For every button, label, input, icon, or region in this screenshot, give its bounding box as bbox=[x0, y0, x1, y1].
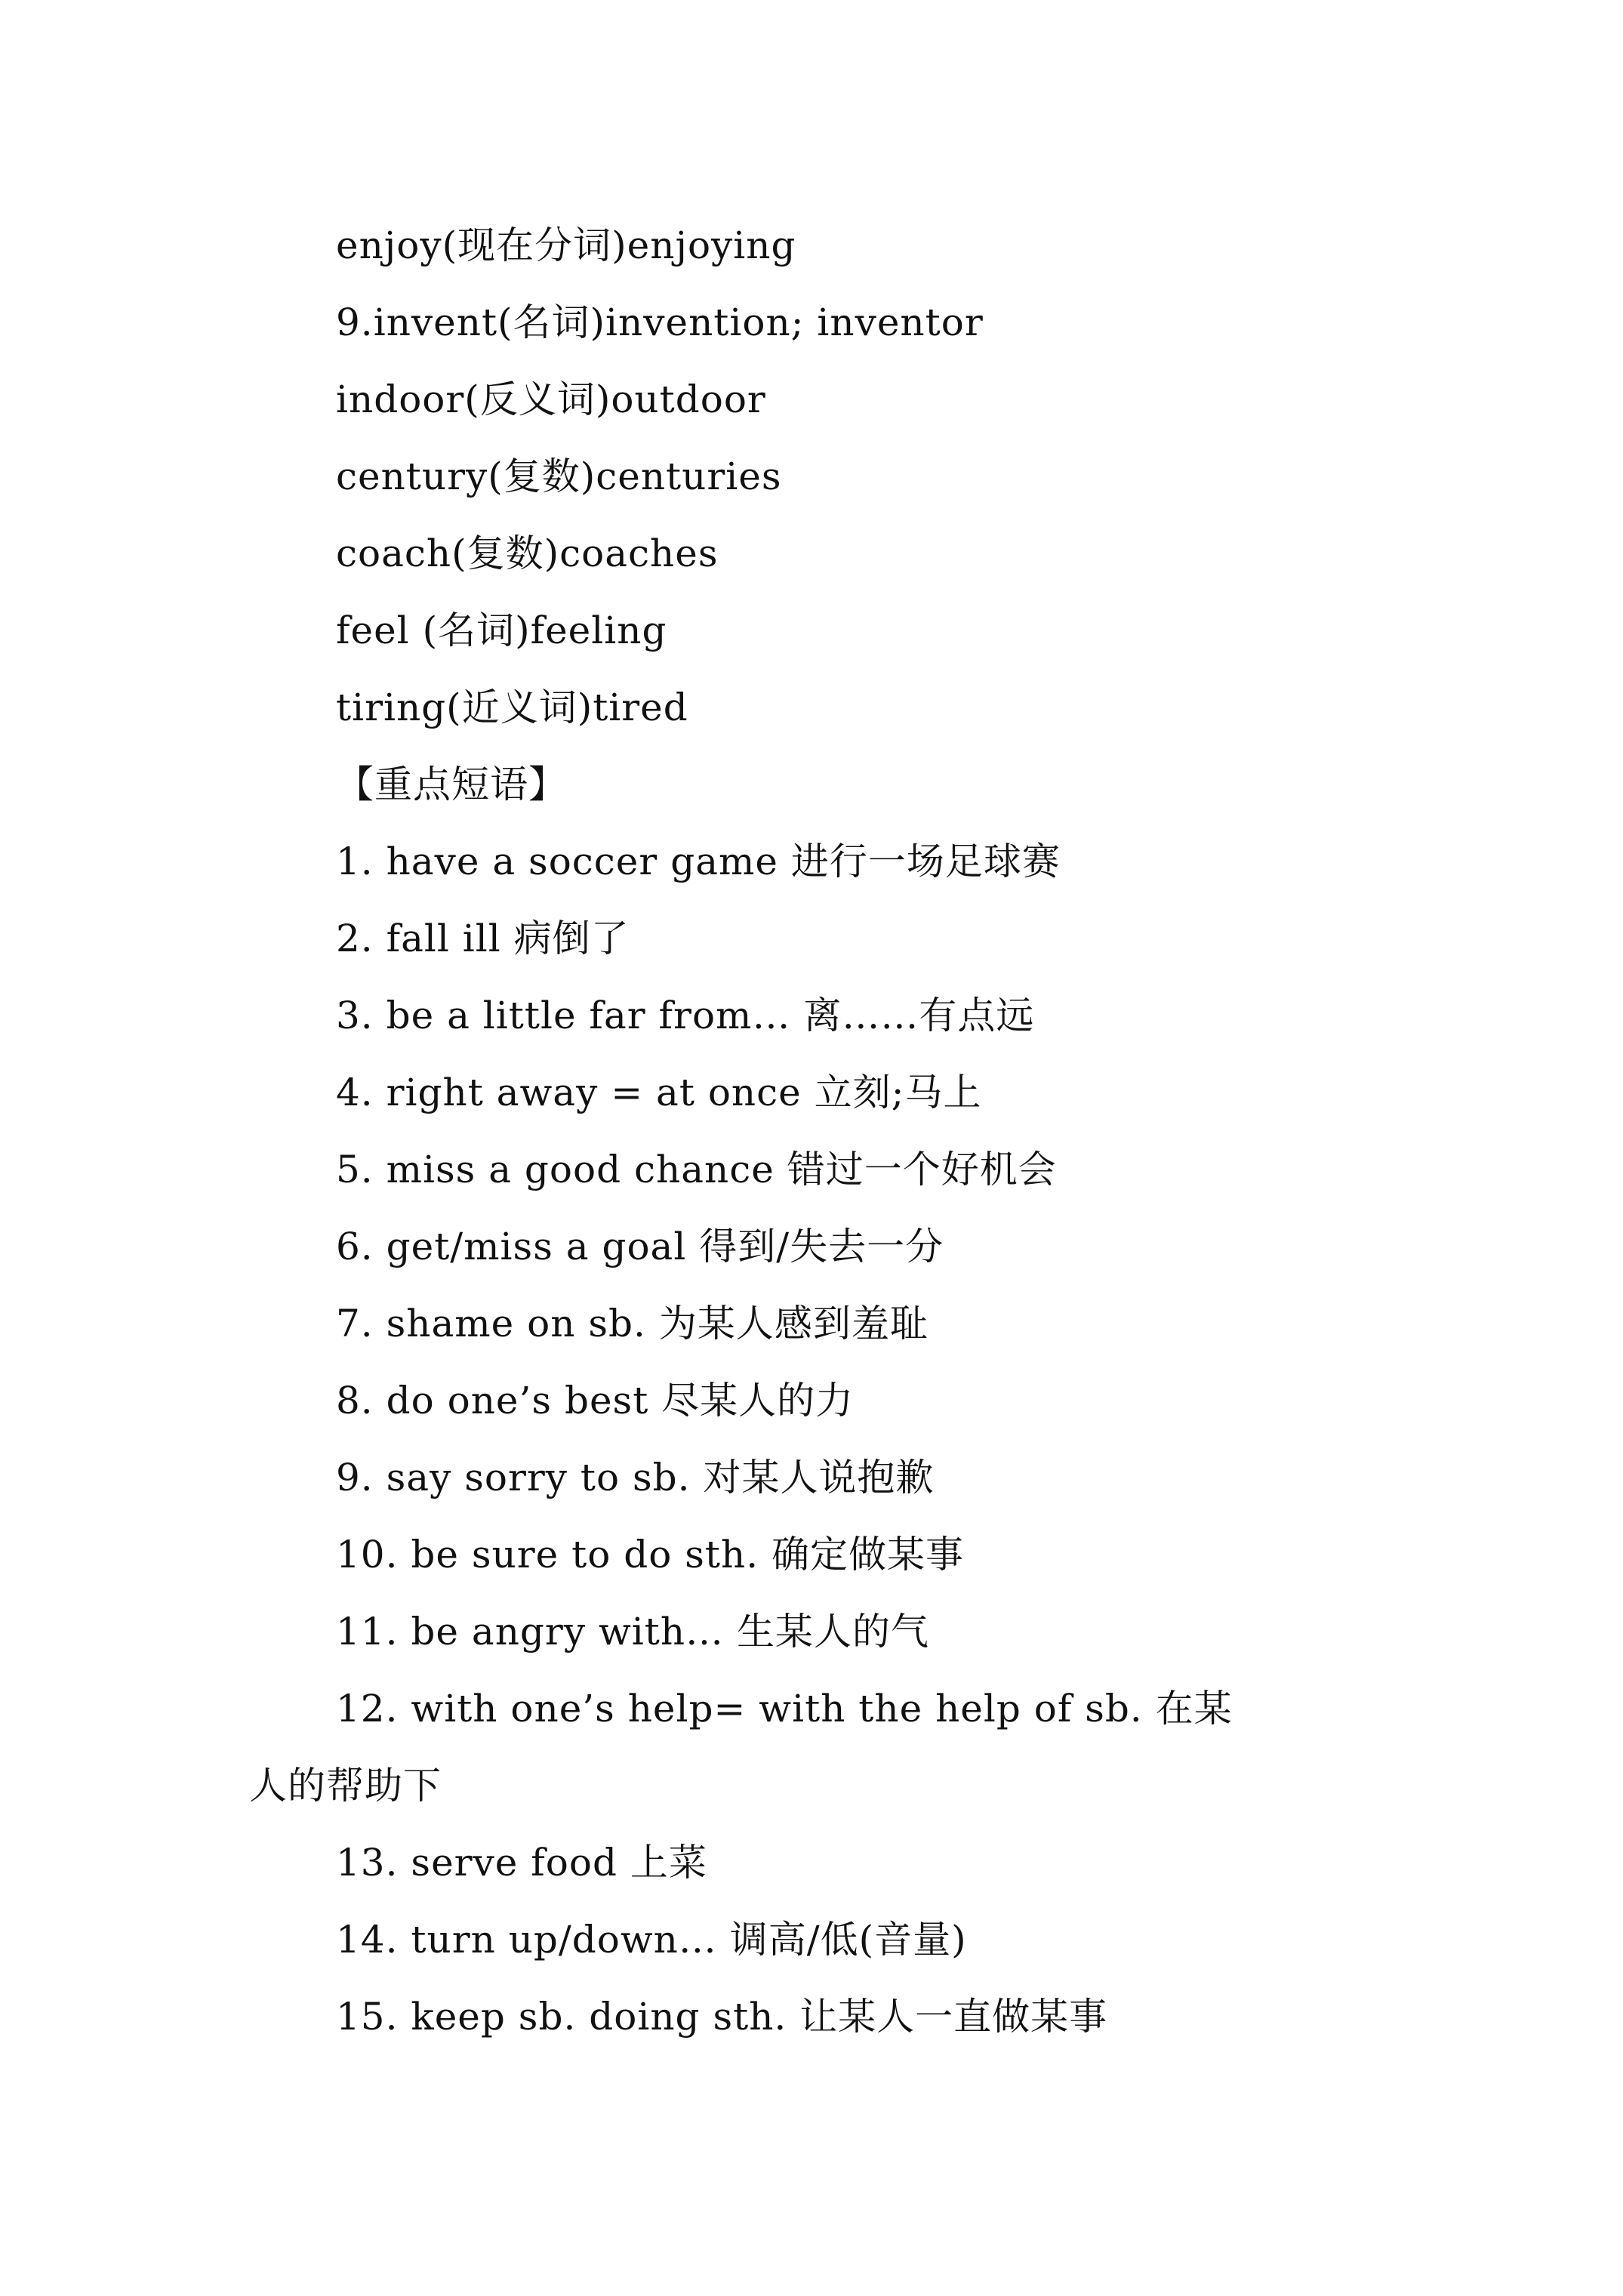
phrase-line: 15. keep sb. doing sth. 让某人一直做某事 bbox=[336, 1995, 1108, 2039]
phrase-line: 2. fall ill 病倒了 bbox=[336, 917, 630, 960]
phrase-line: 1. have a soccer game 进行一场足球赛 bbox=[336, 840, 1061, 883]
vocab-line: indoor(反义词)outdoor bbox=[336, 378, 766, 421]
phrase-line: 13. serve food 上菜 bbox=[336, 1841, 707, 1885]
vocab-line: feel (名词)feeling bbox=[336, 609, 667, 652]
phrase-line: 6. get/miss a goal 得到/失去一分 bbox=[336, 1225, 944, 1268]
phrase-line: 7. shame on sb. 为某人感到羞耻 bbox=[336, 1302, 929, 1345]
vocab-line: tiring(近义词)tired bbox=[336, 686, 688, 729]
vocab-line: century(复数)centuries bbox=[336, 455, 782, 498]
phrase-line: 3. be a little far from… 离……有点远 bbox=[336, 994, 1035, 1037]
phrase-line-continuation: 人的帮助下 bbox=[249, 1764, 442, 1808]
phrase-line: 10. be sure to do sth. 确定做某事 bbox=[336, 1533, 964, 1576]
phrase-line: 8. do one’s best 尽某人的力 bbox=[336, 1379, 855, 1422]
phrase-line: 9. say sorry to sb. 对某人说抱歉 bbox=[336, 1456, 935, 1499]
phrase-line: 5. miss a good chance 错过一个好机会 bbox=[336, 1148, 1057, 1191]
phrase-line: 11. be angry with… 生某人的气 bbox=[336, 1610, 929, 1653]
vocab-line: coach(复数)coaches bbox=[336, 532, 719, 575]
phrase-line: 14. turn up/down… 调高/低(音量) bbox=[336, 1918, 967, 1962]
phrase-line: 4. right away = at once 立刻;马上 bbox=[336, 1071, 982, 1114]
phrase-line: 12. with one’s help= with the help of sb. 在某 bbox=[336, 1687, 1233, 1730]
vocab-line: 9.invent(名词)invention; inventor bbox=[336, 300, 984, 344]
vocab-line: enjoy(现在分词)enjoying bbox=[336, 223, 796, 267]
section-heading: 【重点短语】 bbox=[336, 763, 567, 806]
